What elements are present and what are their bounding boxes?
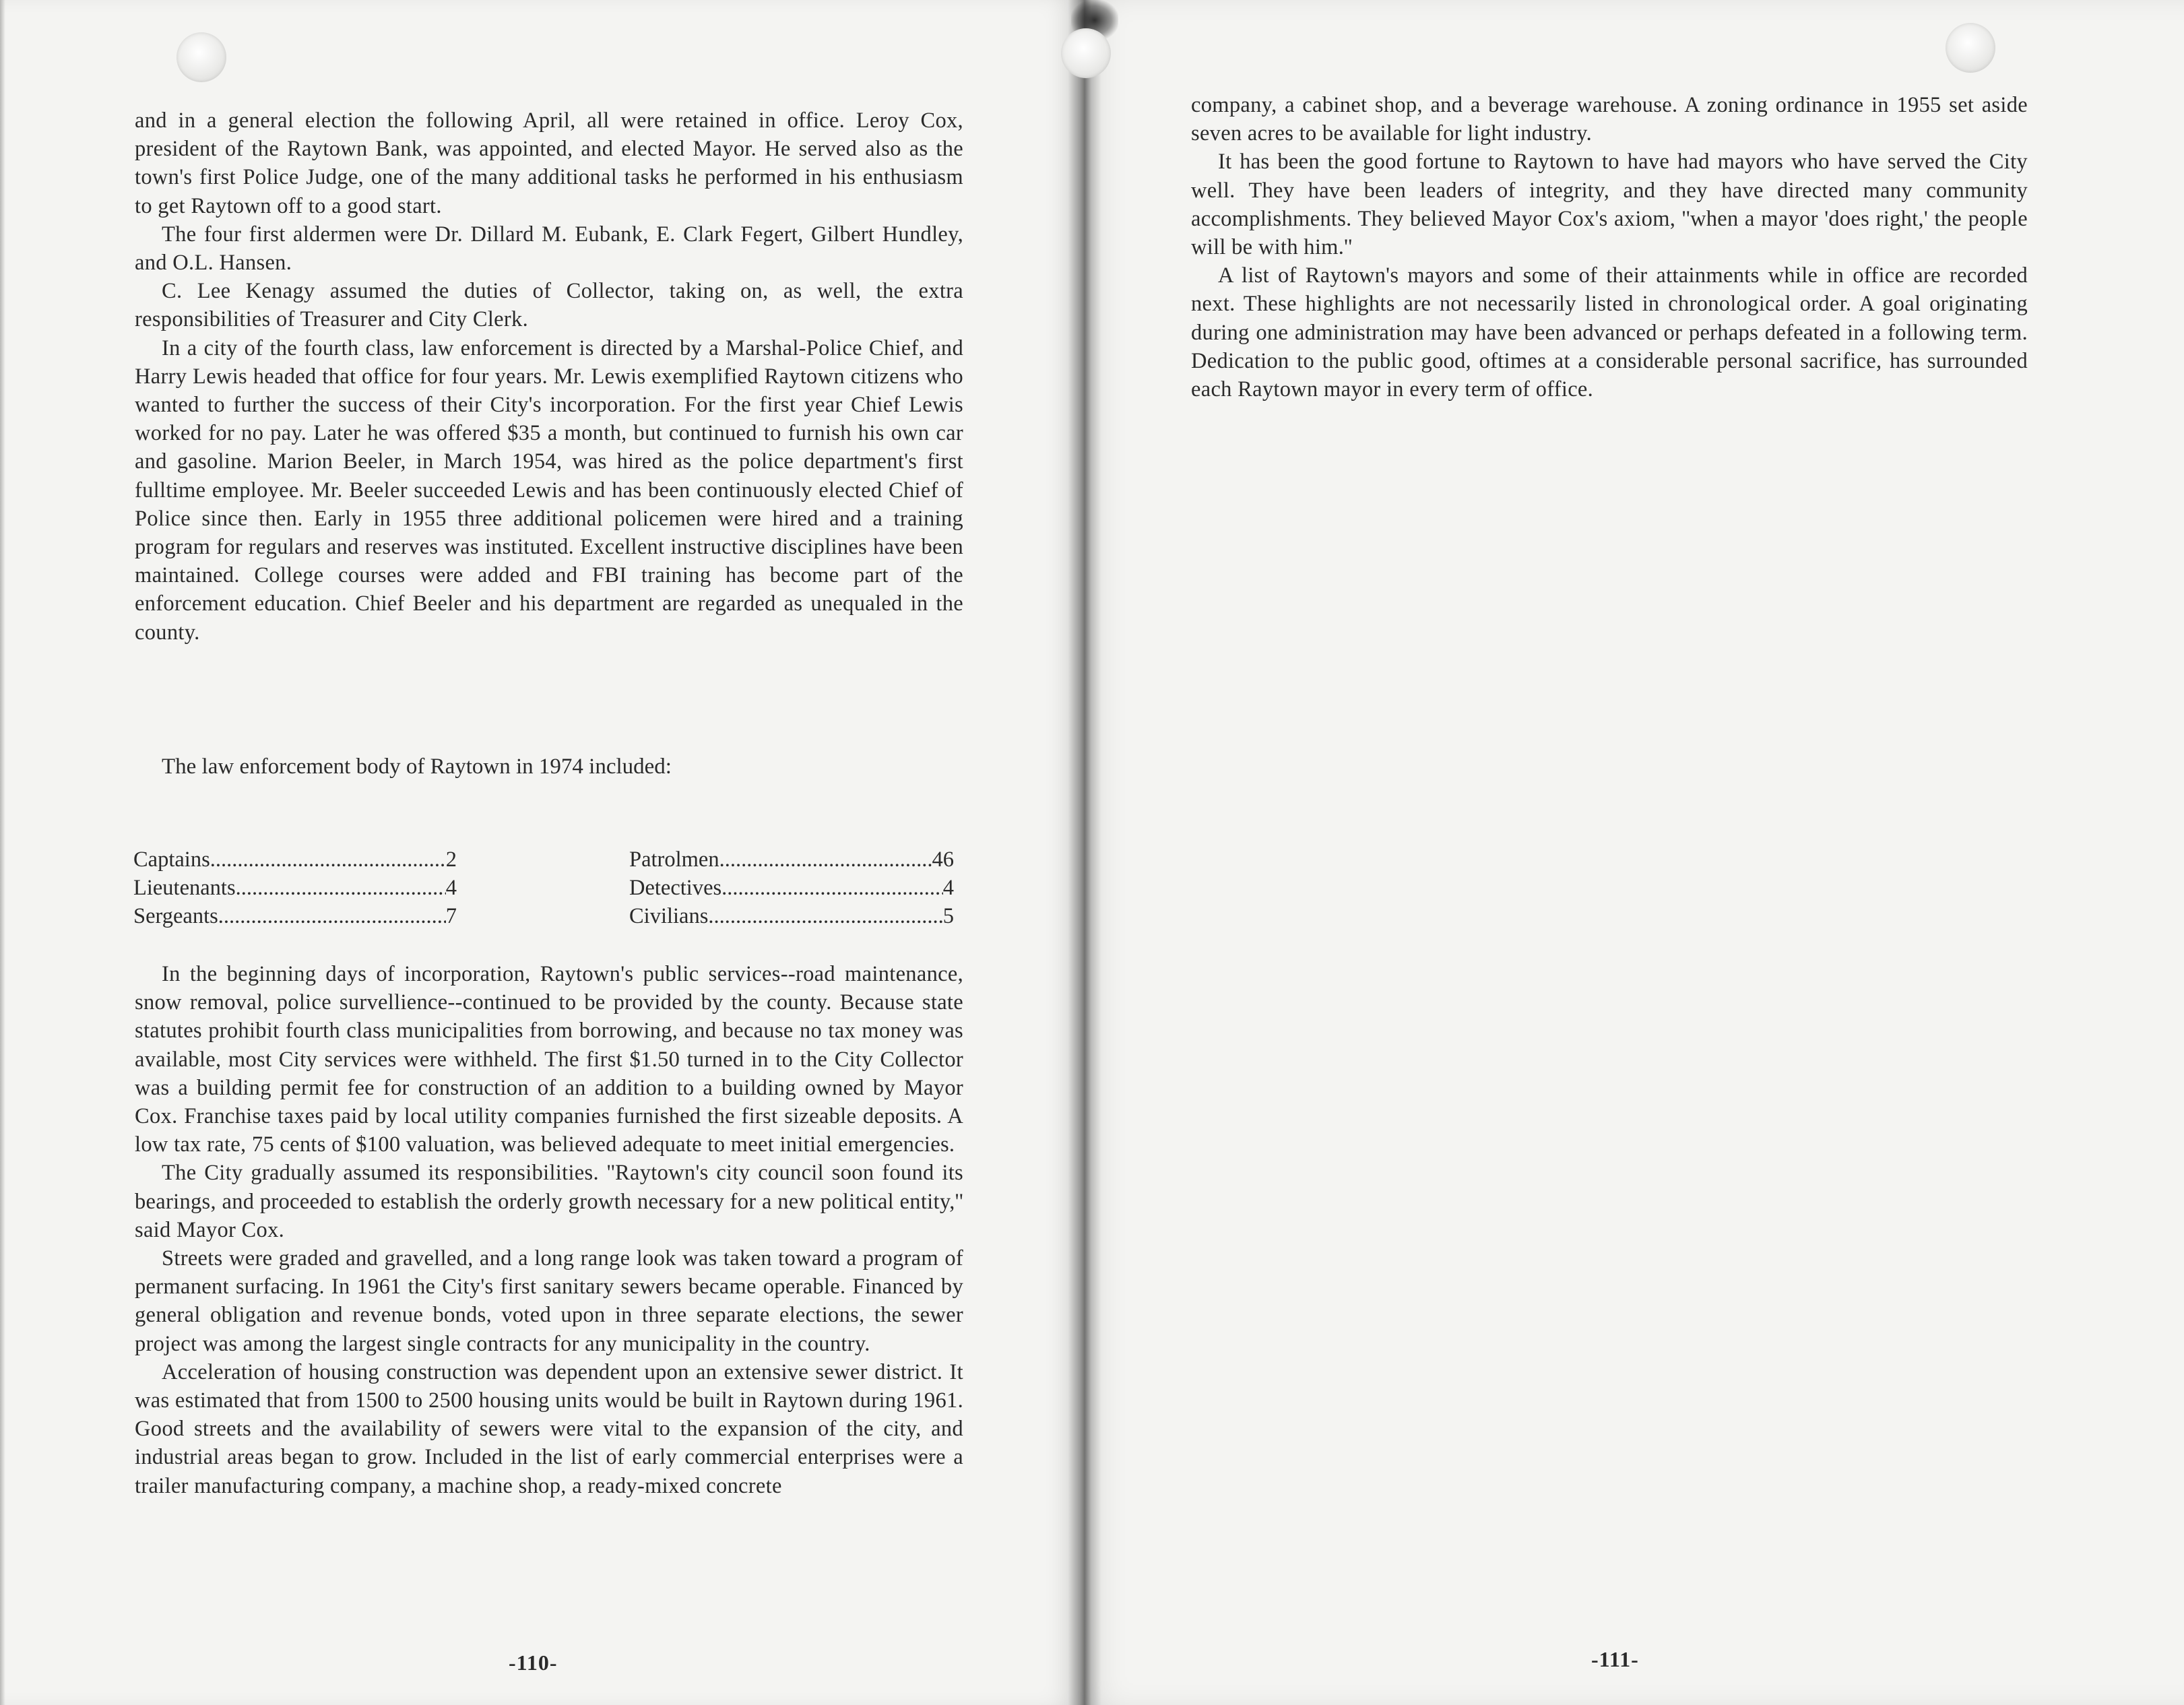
roster-label: Lieutenants [133,876,236,900]
paragraph: It has been the good fortune to Raytown to have had mayors who have served the City well. They have been leaders of integrity, and they have directed many community accomplishments. They believed Mayor Cox's axiom, ''when a mayor 'does right,' the people will be with him.'' [1191,150,2028,260]
paragraph: The City gradually assumed its responsibilities. ''Raytown's city council soon found its bearings, and proceeded to establish the orderly growth necessary for a new political entity,'' said Mayor Cox. [135,1161,963,1242]
left-page-text-top [135,106,963,647]
left-page-text-bottom [135,960,963,1500]
roster-value: 4 [445,876,457,900]
paragraph: In a city of the fourth class, law enforcement is directed by a Marshal-Police Chief, and Harry Lewis headed that office for four years. Mr. Lewis exemplified Raytown citizens who wanted to further the success of their City's incorporation. For the first year Chief Lewis worked for no pay. Later he was offered $35 a month, but continued to furnish his own car and gasoline. Marion Beeler, in March 1954, was hired as the police department's first fulltime employee. Mr. Beeler succeeded Lewis and has been continuously elected Chief of Police since then. Early in 1955 three additional policemen were hired and a training program for regulars and reserves was instituted. Excellent instructive disciplines have been maintained. College courses were added and FBI training has become part of the enforcement education. Chief Beeler and his department are regarded as unequaled in the county. [135,335,963,645]
paragraph: and in a general election the following April, all were retained in office. Leroy Cox, president of the Raytown Bank, was appointed, and elected Mayor. He served also as the town's first Police Judge, one of the many additional tasks he performed in his enthusiasm to get Raytown off to a good start. [135,108,963,218]
roster-value: 46 [932,847,954,872]
punch-hole-right [1946,23,1995,73]
roster-row [629,874,954,902]
paragraph: company, a cabinet shop, and a beverage warehouse. A zoning ordinance in 1955 set aside seven acres to be available for light industry. [1191,93,2028,146]
roster-column-left [133,845,457,930]
page-edge [0,0,5,1705]
roster-label: Patrolmen [629,847,719,872]
roster-lead: The law enforcement body of Raytown in 1974 included: [162,754,672,779]
roster-label: Detectives [629,876,722,900]
roster-row [133,845,457,874]
roster-row [629,902,954,930]
right-page-text [1191,91,2028,404]
roster-row [629,845,954,874]
paragraph: A list of Raytown's mayors and some of their attainments while in office are recorded next. These highlights are not necessarily listed in chronological order. A goal originating during one administration may have been advanced or perhaps defeated in a following term. Dedication to the public good, oftimes at a considerable personal sacrifice, has surrounded each Raytown mayor in every term of office. [1191,263,2028,402]
punch-hole-left [176,32,226,82]
paragraph: Streets were graded and gravelled, and a long range look was taken toward a program of permanent surfacing. In 1961 the City's first sanitary sewers became operable. Financed by general obligation and revenue bonds, voted upon in three separate elections, the sewer project was among the largest single contracts for any municipality in the country. [135,1246,963,1356]
roster-column-right [629,845,954,930]
roster-value: 7 [445,904,457,928]
roster-label: Captains [133,847,210,872]
roster-label: Sergeants [133,904,218,928]
roster-value: 4 [942,876,954,900]
roster-value: 5 [942,904,954,928]
book-gutter [1068,0,1101,1705]
punch-hole-center [1061,28,1111,78]
paragraph: C. Lee Kenagy assumed the duties of Collector, taking on, as well, the extra responsibilities of Treasurer and City Clerk. [135,279,963,332]
page-number-right: -111- [1591,1647,1639,1671]
paragraph: Acceleration of housing construction was dependent upon an extensive sewer district. It was estimated that from 1500 to 2500 housing units would be built in Raytown during 1961. Good streets and the availability of sewers were vital to the expansion of the city, and industrial areas began to grow. Included in the list of early commercial enterprises were a trailer manufacturing company, a machine shop, a ready-mixed concrete [135,1359,963,1498]
roster-label: Civilians [629,904,709,928]
roster-value: 2 [445,847,457,872]
roster-row [133,874,457,902]
paragraph: In the beginning days of incorporation, Raytown's public services--road maintenance, snow removal, police survellience--continued to be provided by the county. Because state statutes prohibit fourth class municipalities from borrowing, and because no tax money was available, most City services were withheld. The first $1.50 turned in to the City Collector was a building permit fee for construction of an addition to a building owned by Mayor Cox. Franchise taxes paid by local utility companies furnished the first sizeable deposits. A low tax rate, 75 cents of $100 valuation, was believed adequate to meet initial emergencies. [135,962,963,1157]
page-number-left: -110- [509,1650,558,1675]
roster-row [133,902,457,930]
paragraph: The four first aldermen were Dr. Dillard M. Eubank, E. Clark Fegert, Gilbert Hundley, and O.L. Hansen. [135,222,963,276]
